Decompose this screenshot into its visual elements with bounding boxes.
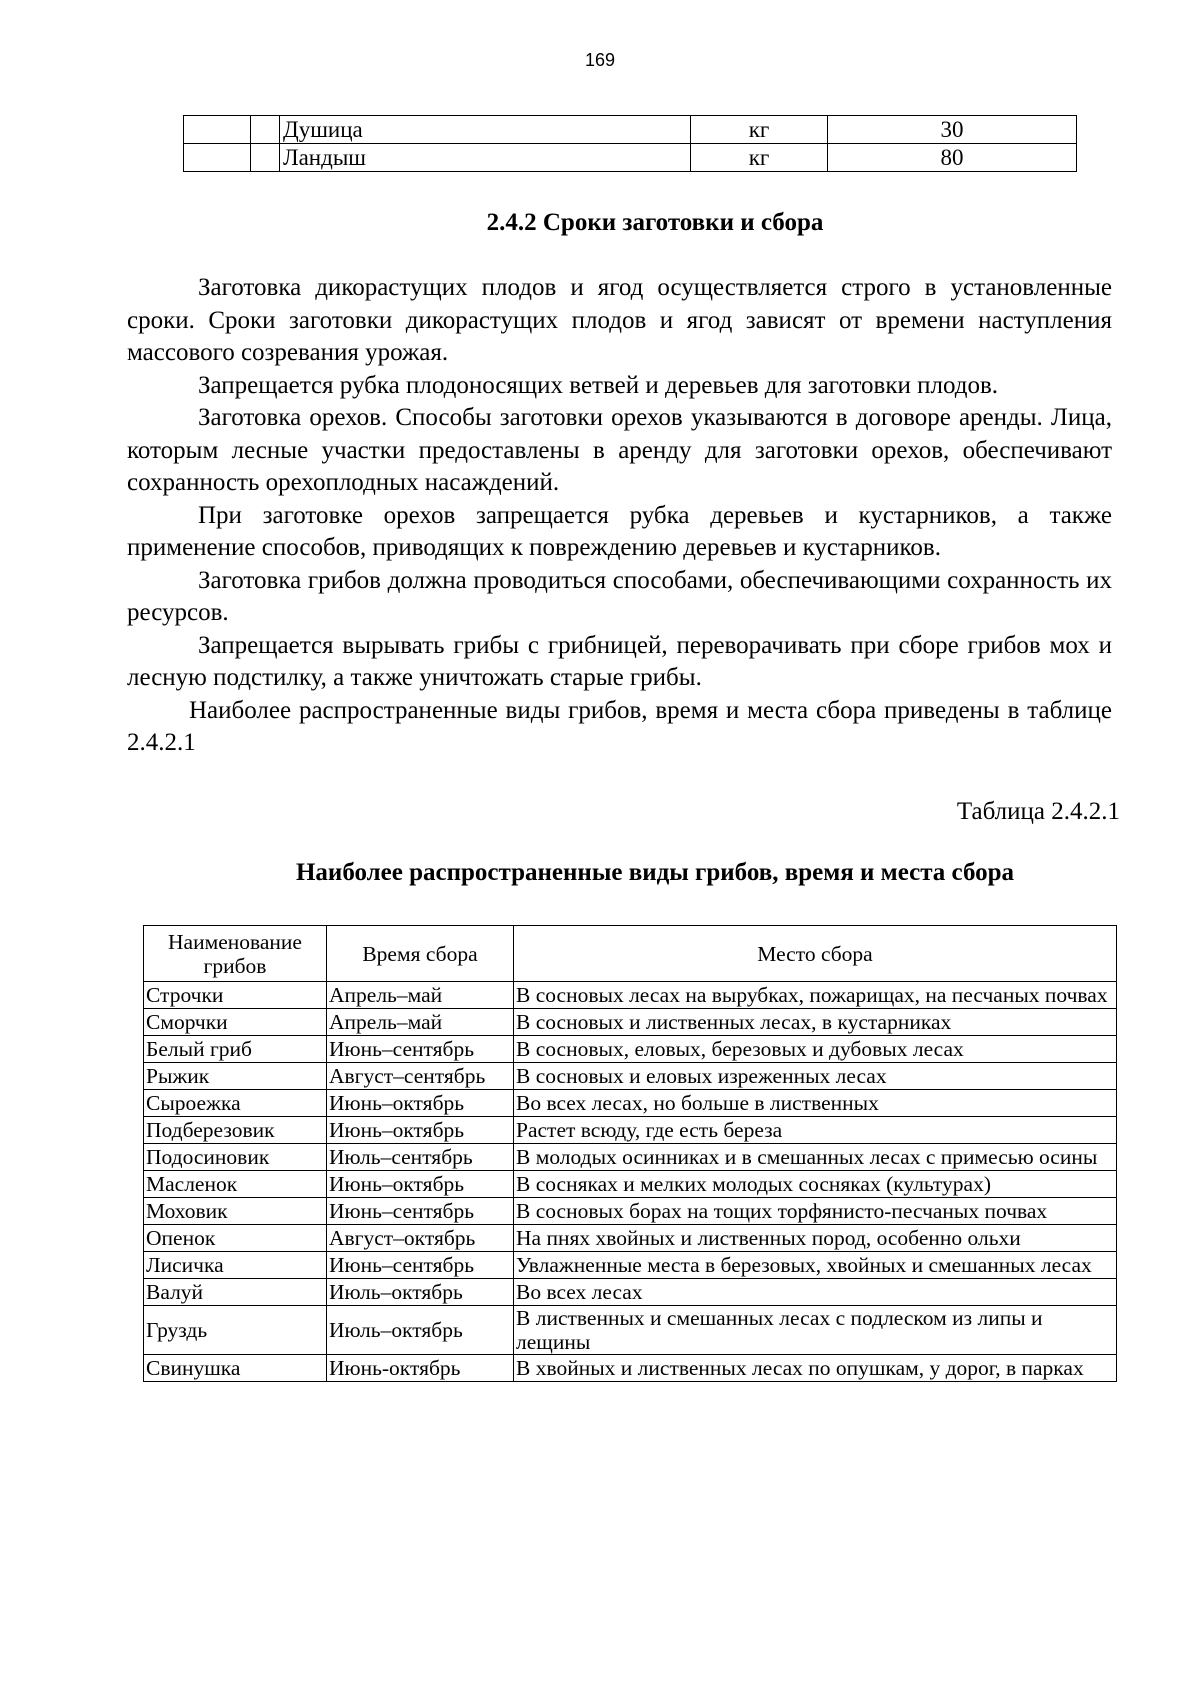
paragraph: Запрещается рубка плодоносящих ветвей и деревьев для заготовки плодов. [198,371,999,399]
table-row [144,1279,1117,1306]
cell-name: Груздь [144,1306,327,1355]
paragraph: Заготовка грибов должна проводиться способами, обеспечивающими сохранность их ресурсов. [127,566,1112,626]
cell-name: Сыроежка [144,1090,327,1117]
cell-time: Июнь–сентябрь [327,1036,514,1063]
header-time: Время сбора [327,926,514,982]
table-row [144,1117,1117,1144]
cell-time: Апрель–май [327,1009,514,1036]
cell-time: Август–сентябрь [327,1063,514,1090]
cell-place: В сосняках и мелких молодых сосняках (культурах) [514,1171,1117,1198]
table-row [144,1355,1117,1382]
cell-place: Во всех лесах [514,1279,1117,1306]
continuation-table [183,115,1077,172]
table-cell-value: 30 [828,116,1077,144]
table-cell-empty [184,144,251,172]
cell-place: В хвойных и лиственных лесах по опушкам, у дорог, в парках [514,1355,1117,1382]
cell-place: В сосновых и еловых изреженных лесах [514,1063,1117,1090]
table-cell-value: 80 [828,144,1077,172]
cell-name: Рыжик [144,1063,327,1090]
table-row [144,1090,1117,1117]
table-row [144,1144,1117,1171]
table-row [184,144,1077,172]
table-cell-empty [184,116,251,144]
cell-name: Подберезовик [144,1117,327,1144]
table-row [144,1063,1117,1090]
cell-time: Июнь–октябрь [327,1171,514,1198]
table-row [144,1225,1117,1252]
table-label: Таблица 2.4.2.1 [956,798,1120,825]
header-name: Наименование грибов [144,926,327,982]
cell-place: На пнях хвойных и лиственных пород, особенно ольхи [514,1225,1117,1252]
cell-name: Валуй [144,1279,327,1306]
table-row [144,1009,1117,1036]
cell-place: В сосновых, еловых, березовых и дубовых лесах [514,1036,1117,1063]
cell-time: Июль–октябрь [327,1279,514,1306]
cell-time: Июль–октябрь [327,1306,514,1355]
table-row [144,1198,1117,1225]
cell-name: Опенок [144,1225,327,1252]
cell-place: В сосновых борах на тощих торфянисто-песчаных почвах [514,1198,1117,1225]
cell-name: Свинушка [144,1355,327,1382]
table-row [144,1036,1117,1063]
table-cell-unit: кг [691,116,828,144]
cell-time: Август–октябрь [327,1225,514,1252]
table-cell-unit: кг [691,144,828,172]
cell-place: В сосновых и лиственных лесах, в кустарниках [514,1009,1117,1036]
cell-place: Растет всюду, где есть береза [514,1117,1117,1144]
cell-place: В молодых осинниках и в смешанных лесах с примесью осины [514,1144,1117,1171]
cell-name: Моховик [144,1198,327,1225]
cell-time: Июль–сентябрь [327,1144,514,1171]
cell-place: Увлажненные места в березовых, хвойных и смешанных лесах [514,1252,1117,1279]
cell-time: Июнь–сентябрь [327,1252,514,1279]
paragraph: Наиболее распространенные виды грибов, время и места сбора приведены в таблице 2.4.2.1 [127,696,1112,756]
cell-name: Белый гриб [144,1036,327,1063]
cell-time: Июнь–сентябрь [327,1198,514,1225]
table-row [184,116,1077,144]
cell-time: Апрель–май [327,982,514,1009]
table-cell-empty [251,116,280,144]
paragraph: Запрещается вырывать грибы с грибницей, переворачивать при сборе грибов мох и лесную подстилку, а также уничтожать старые грибы. [127,631,1112,691]
paragraph: При заготовке орехов запрещается рубка деревьев и кустарников, а также применение способов, приводящих к повреждению деревьев и кустарников. [127,501,1112,561]
cell-name: Масленок [144,1171,327,1198]
table-header-row [144,926,1117,982]
paragraph: Заготовка дикорастущих плодов и ягод осуществляется строго в установленные сроки. Сроки заготовки дикорастущих плодов и ягод зависят от времени наступления массового созревания урожая. [127,274,1112,366]
table-row [144,982,1117,1009]
cell-time: Июнь–октябрь [327,1117,514,1144]
section-title: 2.4.2 Сроки заготовки и сбора [486,209,824,236]
cell-place: Во всех лесах, но больше в лиственных [514,1090,1117,1117]
table-cell-name: Душица [280,116,691,144]
table-title: Наиболее распространенные виды грибов, время и места сбора [295,859,1015,886]
paragraph: Заготовка орехов. Способы заготовки орехов указываются в договоре аренды. Лица, которым лесные участки предоставлены в аренду для заготовки орехов, обеспечивают сохранность орехоплодных насаждений. [127,404,1112,496]
cell-place: В лиственных и смешанных лесах с подлеском из липы и лещины [514,1306,1117,1355]
body-text [127,272,1112,760]
table-cell-empty [251,144,280,172]
cell-name: Лисичка [144,1252,327,1279]
cell-name: Сморчки [144,1009,327,1036]
cell-time: Июнь–октябрь [327,1090,514,1117]
table-row [144,1252,1117,1279]
table-cell-name: Ландыш [280,144,691,172]
cell-name: Подосиновик [144,1144,327,1171]
mushroom-table [143,925,1117,1382]
table-row [144,1306,1117,1355]
cell-place: В сосновых лесах на вырубках, пожарищах, на песчаных почвах [514,982,1117,1009]
page-number: 169 [584,50,616,70]
cell-time: Июнь-октябрь [327,1355,514,1382]
table-row [144,1171,1117,1198]
cell-name: Строчки [144,982,327,1009]
header-place: Место сбора [514,926,1117,982]
